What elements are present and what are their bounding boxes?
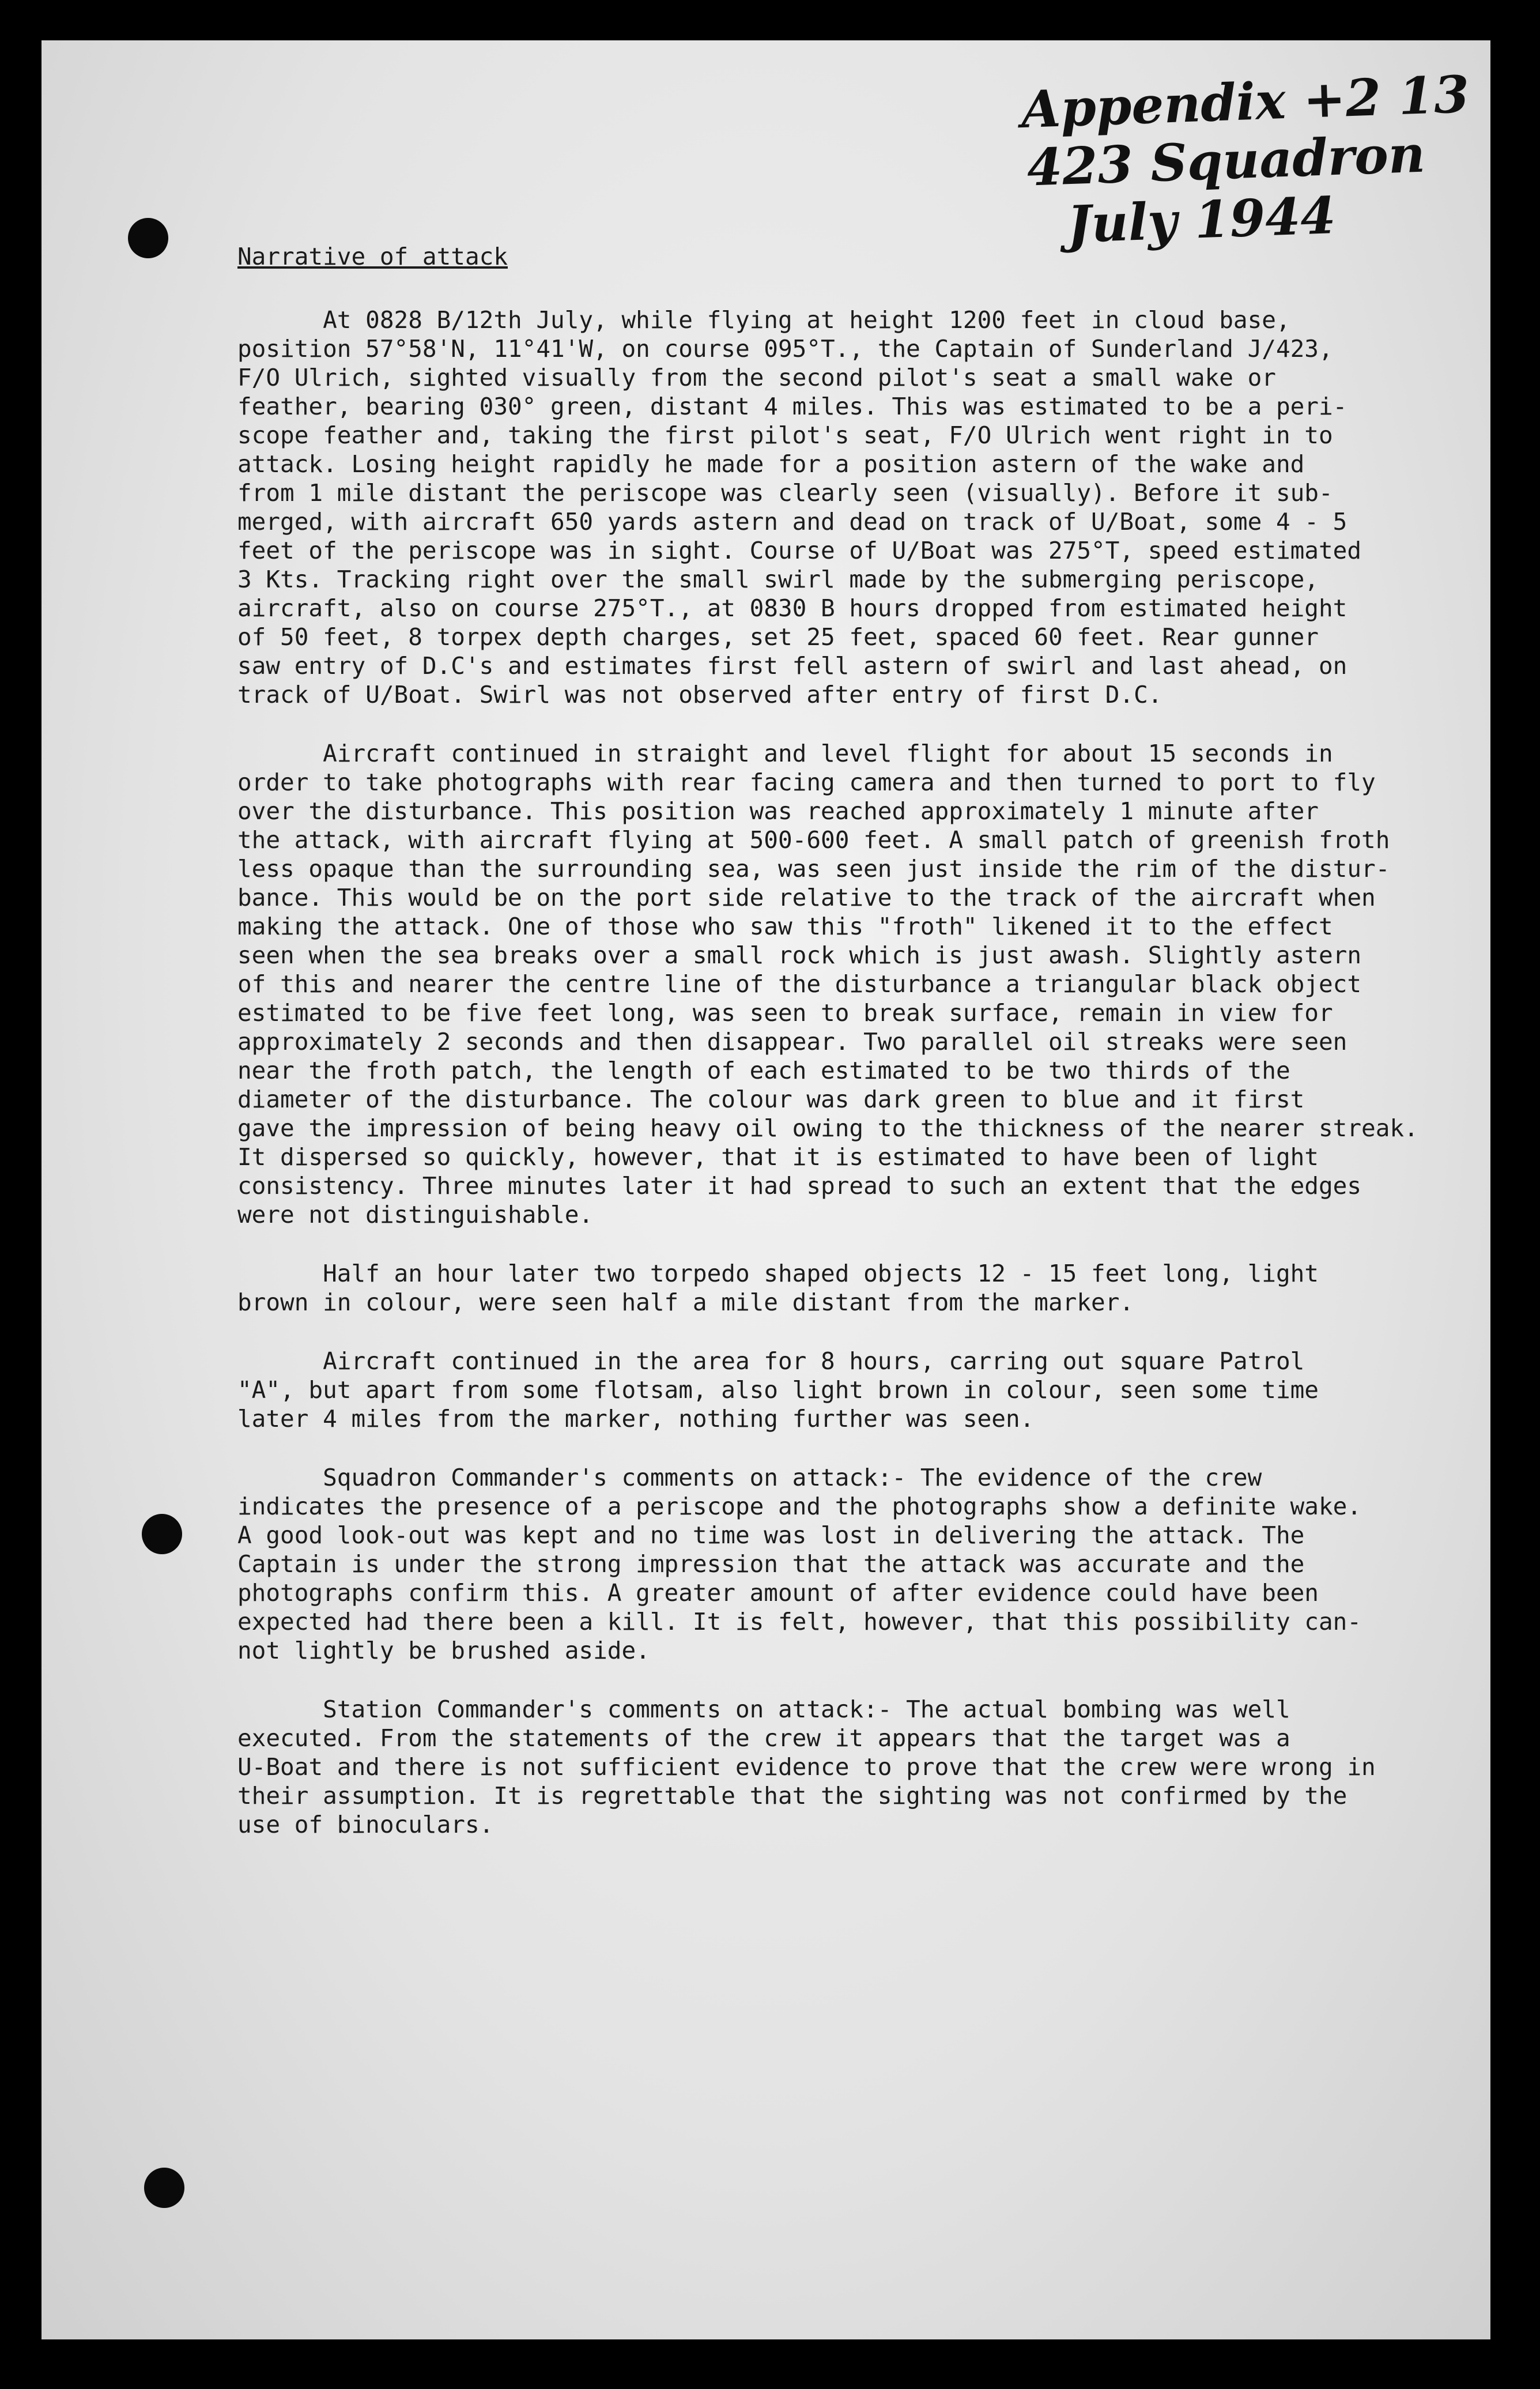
punch-hole [128, 218, 168, 258]
document-title: Narrative of attack [237, 243, 508, 270]
document-body [237, 242, 1465, 1869]
punch-hole [144, 2168, 184, 2208]
handwritten-annotation [1020, 63, 1470, 256]
annotation-squadron: 423 Squadron [1026, 123, 1426, 198]
paragraph-station-comments: Station Commander's comments on attack:- The actual bombing was well executed. From the statements of the crew it appears that the target was a U-Boat and there is not sufficient evidence to prove that the crew were wrong in their assumption. It is regrettable that the sighting was not confirmed by the use of binoculars. [237, 1695, 1376, 1838]
annotation-date: July 1944 [1066, 185, 1337, 255]
paragraph-patrol: Aircraft continued in the area for 8 hours, carring out square Patrol "A", but apart from some flotsam, also light brown in colour, seen some time later 4 miles from the marker, nothing further was seen. [237, 1347, 1319, 1433]
punch-hole [142, 1514, 182, 1554]
paragraph-sighting: At 0828 B/12th July, while flying at height 1200 feet in cloud base, position 57°58'N, 11°41'W, on course 095°T., the Captain of Sunderland J/423, F/O Ulrich, sighted visually from the second pilot's seat a small wake or feather, bearing 030° green, distant 4 miles. This was estimated to be a peri- scope feather and, taking the first pilot's seat, F/O Ulrich went right in to attack. Losing height rapidly he made for a position astern of the wake and from 1 mile distant the periscope was clearly seen (visually). Before it sub- merged, with aircraft 650 yards astern and dead on track of U/Boat, some 4 - 5 feet of the periscope was in sight. Course of U/Boat was 275°T, speed estimated 3 Kts. Tracking right over the small swirl made by the submerging periscope, aircraft, also on course 275°T., at 0830 B hours dropped from estimated height of 50 feet, 8 torpex depth charges, set 25 feet, spaced 60 feet. Rear gunner saw entry of D.C's and estimates first fell astern of swirl and last ahead, on track of U/Boat. Swirl was not observed after entry of first D.C. [237, 306, 1362, 709]
paragraph-aftermath: Aircraft continued in straight and level flight for about 15 seconds in order to take photographs with rear facing camera and then turned to port to fly over the disturbance. This position was reached approximately 1 minute after the attack, with aircraft flying at 500-600 feet. A small patch of greenish froth less opaque than the surrounding sea, was seen just inside the rim of the distur- bance. This would be on the port side relative to the track of the aircraft when making the attack. One of those who saw this "froth" likened it to the effect seen when the sea breaks over a small rock which is just awash. Slightly astern of this and nearer the centre line of the disturbance a triangular black object estimated to be five feet long, was seen to break surface, remain in view for approximately 2 seconds and then disappear. Two parallel oil streaks were seen near the froth patch, the length of each estimated to be two thirds of the diameter of the disturbance. The colour was dark green to blue and it first gave the impression of being heavy oil owing to the thickness of the nearer streak. It dispersed so quickly, however, that it is estimated to have been of light consistency. Three minutes later it had spread to such an extent that the edges were not distinguishable. [237, 740, 1418, 1229]
paragraph-torpedo-objects: Half an hour later two torpedo shaped objects 12 - 15 feet long, light brown in colour, were seen half a mile distant from the marker. [237, 1260, 1319, 1316]
annotation-appendix: Appendix +2 13 [1020, 63, 1470, 140]
paragraph-squadron-comments: Squadron Commander's comments on attack:- The evidence of the crew indicates the presence of a periscope and the photographs show a definite wake. A good look-out was kept and no time was lost in delivering the attack. The Captain is under the strong impression that the attack was accurate and the photographs confirm this. A greater amount of after evidence could have been expected had there been a kill. It is felt, however, that this possibility can- not lightly be brushed aside. [237, 1464, 1362, 1664]
document-page [41, 40, 1490, 2339]
